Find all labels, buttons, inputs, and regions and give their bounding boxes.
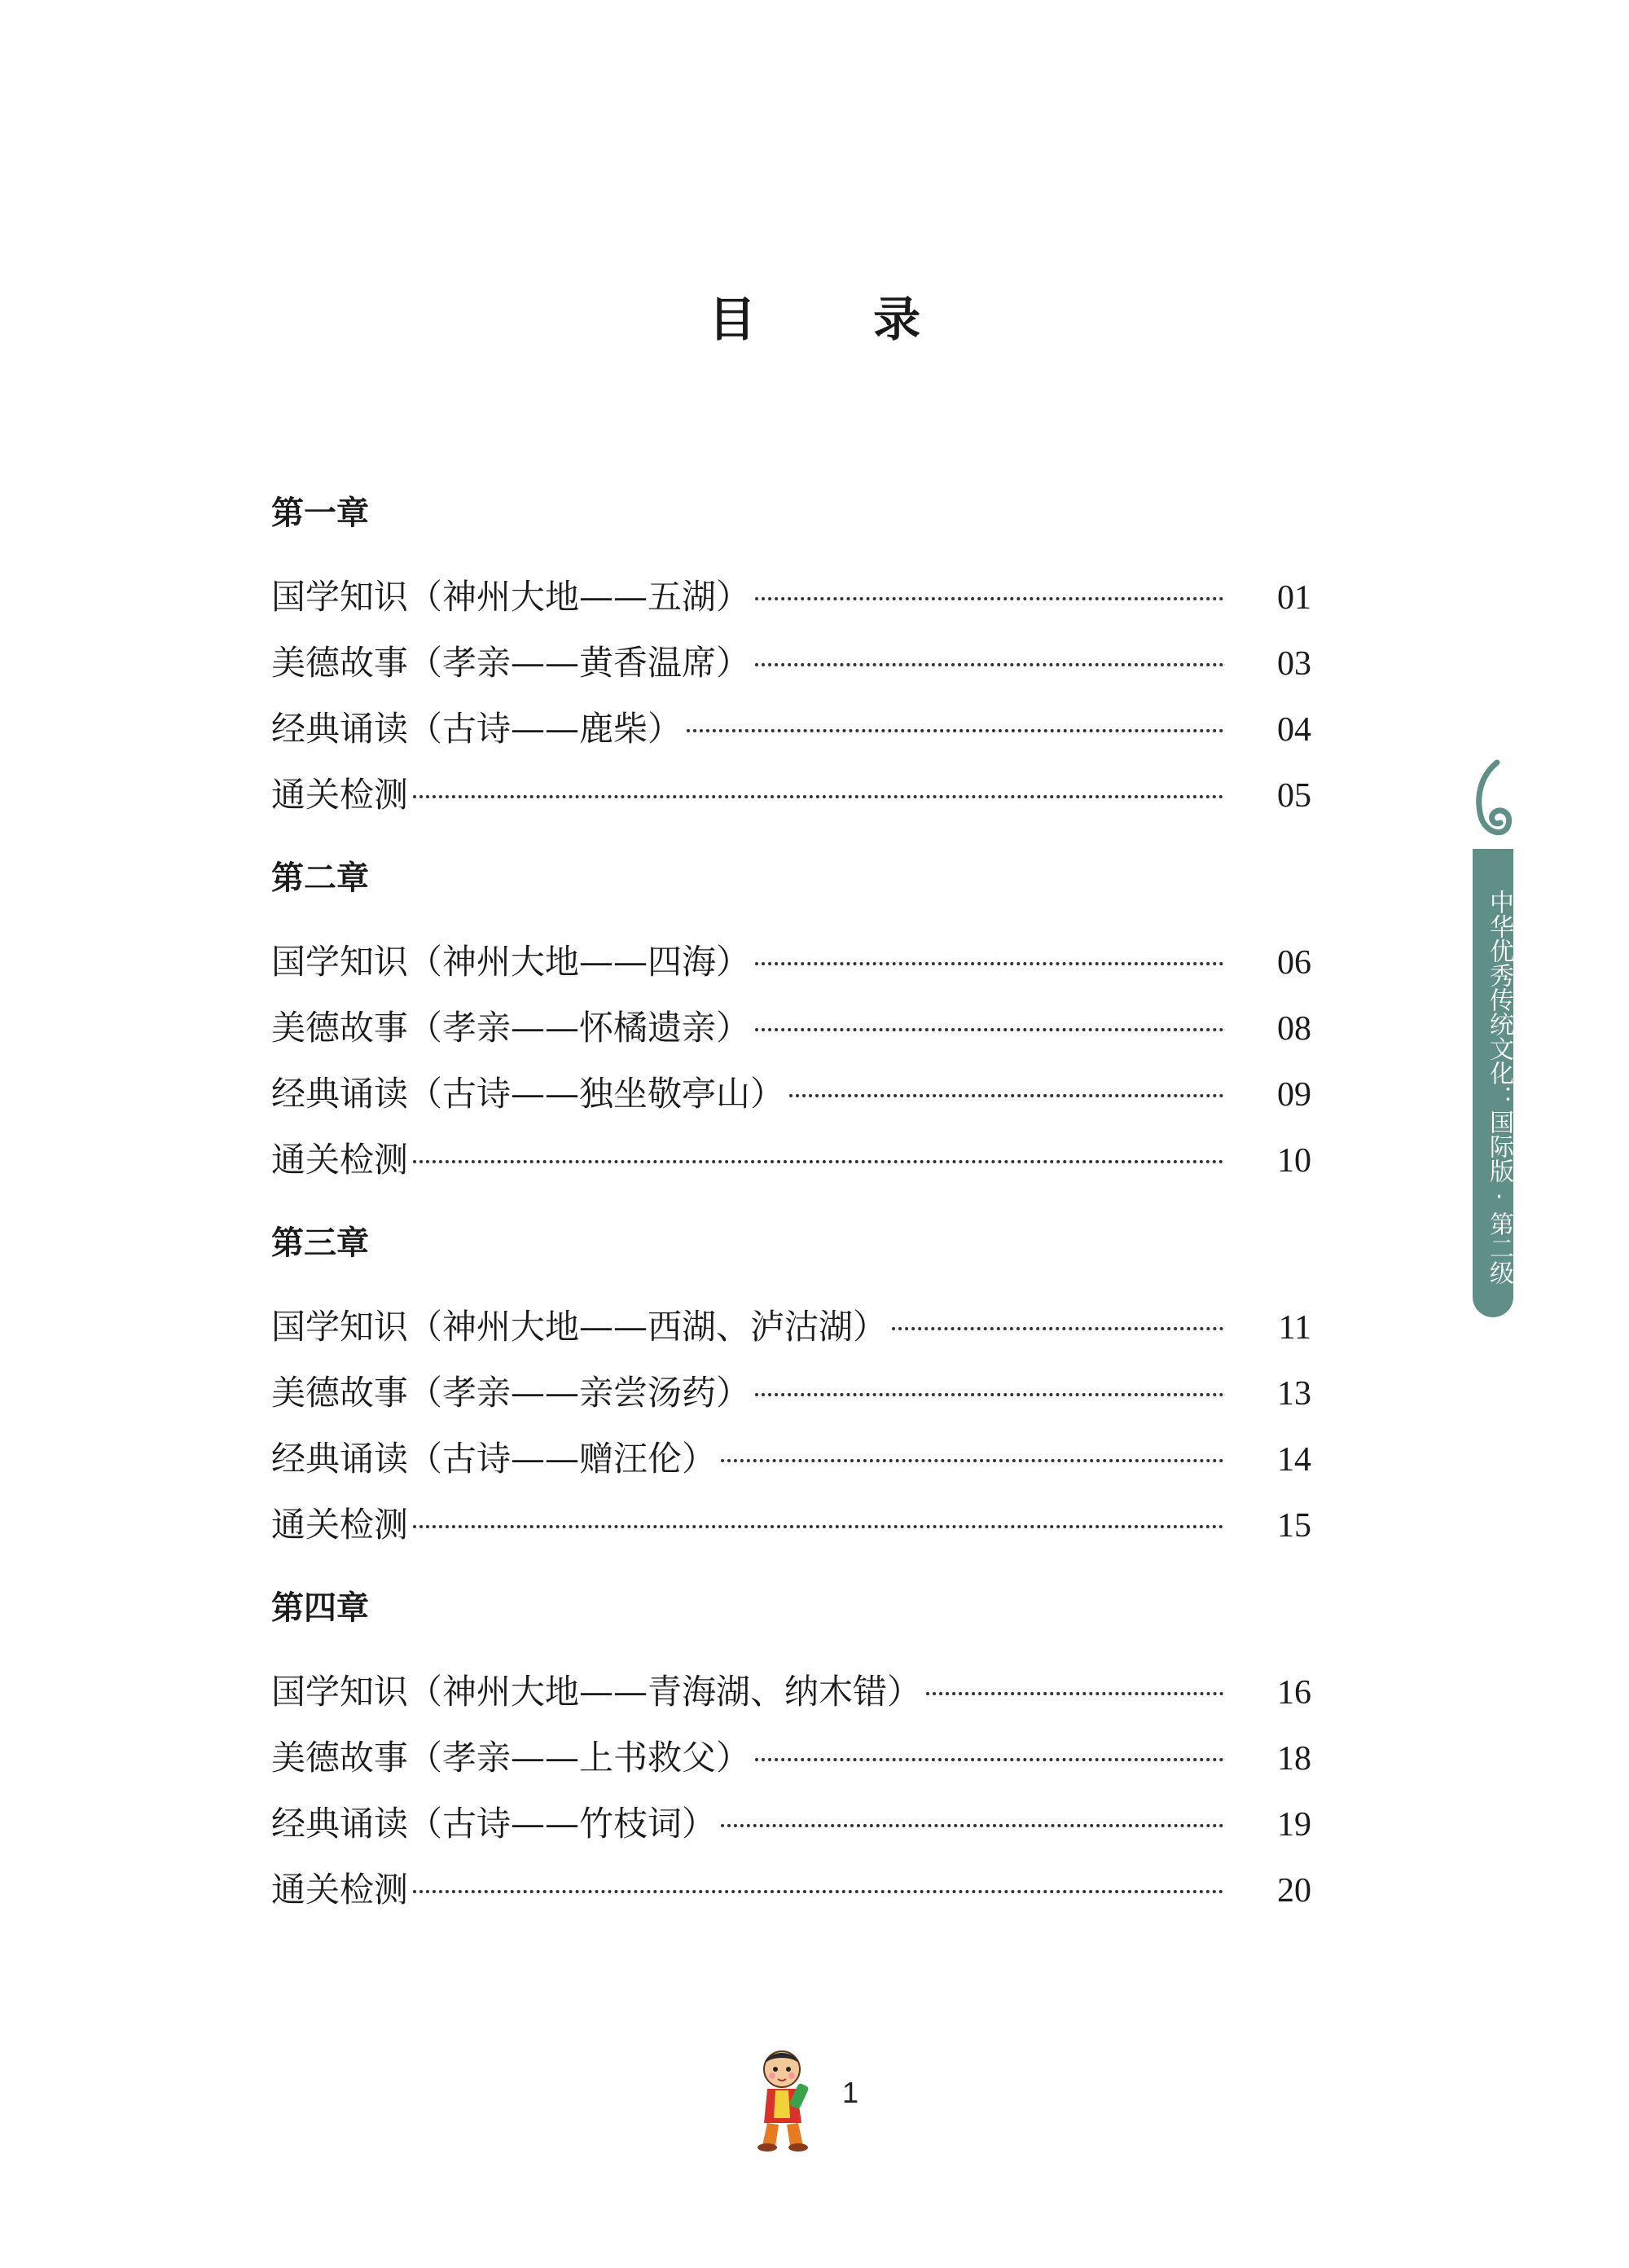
toc-entry[interactable] (271, 771, 1311, 820)
child-mascot-icon (743, 2045, 824, 2159)
dot-leader (755, 1393, 1223, 1396)
dot-leader (413, 1160, 1223, 1163)
toc-entry[interactable] (271, 1800, 1311, 1866)
toc-entry-page: 14 (1277, 1441, 1311, 1479)
toc-entry[interactable] (271, 1734, 1311, 1800)
toc-entry-page: 05 (1277, 777, 1311, 815)
toc-entry-page: 06 (1277, 944, 1311, 982)
toc-entry[interactable] (271, 1303, 1311, 1369)
toc-entry-title: 通关检测 (271, 1140, 409, 1180)
toc-entry-page: 01 (1277, 579, 1311, 617)
dot-leader (755, 663, 1223, 666)
chapter-heading: 第一章 (271, 494, 369, 532)
dot-leader (926, 1692, 1223, 1695)
dot-leader (755, 1028, 1223, 1031)
toc-entry-page: 10 (1277, 1142, 1311, 1180)
dot-leader (721, 1824, 1223, 1827)
toc-entry-page: 15 (1277, 1507, 1311, 1545)
toc-entry-title: 经典诵读（古诗——竹枝词） (271, 1804, 717, 1844)
chapter-section (271, 854, 1311, 1185)
toc-entry[interactable] (271, 1866, 1311, 1914)
chapter-heading: 第四章 (271, 1589, 369, 1627)
toc-entry-page: 08 (1277, 1010, 1311, 1048)
chapter-heading: 第二章 (271, 859, 369, 897)
toc-entry-title: 经典诵读（古诗——鹿柴） (271, 709, 683, 749)
chapter-section (271, 1219, 1311, 1549)
toc-entry[interactable] (271, 1501, 1311, 1549)
toc-entry[interactable] (271, 1668, 1311, 1734)
dot-leader (413, 1890, 1223, 1893)
toc-entry[interactable] (271, 938, 1311, 1004)
swirl-ornament-icon (1473, 759, 1513, 857)
toc-entry-title: 通关检测 (271, 1505, 409, 1545)
table-of-contents (271, 489, 1311, 1949)
toc-entry-title: 国学知识（神州大地——青海湖、纳木错） (271, 1672, 922, 1712)
toc-entry[interactable] (271, 1136, 1311, 1185)
toc-entry-title: 美德故事（孝亲——黄香温席） (271, 643, 751, 683)
toc-entry-page: 20 (1277, 1872, 1311, 1910)
dot-leader (789, 1094, 1223, 1097)
toc-entry-page: 19 (1277, 1806, 1311, 1844)
chapter-section (271, 489, 1311, 820)
dot-leader (755, 597, 1223, 600)
dot-leader (892, 1327, 1223, 1330)
dot-leader (413, 1525, 1223, 1528)
toc-entry-title: 国学知识（神州大地——五湖） (271, 577, 751, 617)
page-number: 1 (842, 2076, 859, 2109)
page-title: 目 录 (708, 292, 972, 347)
side-tab (1473, 759, 1513, 1378)
toc-entry[interactable] (271, 639, 1311, 705)
dot-leader (721, 1459, 1223, 1462)
toc-entry-title: 通关检测 (271, 1870, 409, 1910)
toc-entry-title: 经典诵读（古诗——独坐敬亭山） (271, 1074, 785, 1114)
toc-entry-title: 经典诵读（古诗——赠汪伦） (271, 1439, 717, 1479)
dot-leader (755, 1758, 1223, 1761)
toc-entry-page: 09 (1277, 1076, 1311, 1114)
toc-entry[interactable] (271, 1070, 1311, 1136)
book-series-title: 中华优秀传统文化：国际版·第二级 (1485, 889, 1513, 1285)
toc-entry-page: 11 (1278, 1309, 1311, 1347)
chapter-section (271, 1584, 1311, 1914)
dot-leader (755, 962, 1223, 965)
toc-entry-page: 04 (1277, 711, 1311, 749)
chapter-heading: 第三章 (271, 1224, 369, 1262)
toc-entry-title: 国学知识（神州大地——四海） (271, 942, 751, 982)
toc-entry-title: 美德故事（孝亲——怀橘遗亲） (271, 1008, 751, 1048)
toc-entry[interactable] (271, 1004, 1311, 1070)
toc-entry-page: 03 (1277, 645, 1311, 683)
toc-entry[interactable] (271, 705, 1311, 771)
toc-entry-page: 18 (1277, 1740, 1311, 1778)
toc-entry-page: 16 (1277, 1674, 1311, 1712)
toc-entry-title: 美德故事（孝亲——上书救父） (271, 1738, 751, 1778)
toc-entry-title: 国学知识（神州大地——西湖、泸沽湖） (271, 1307, 888, 1347)
toc-entry[interactable] (271, 573, 1311, 639)
toc-entry-title: 通关检测 (271, 775, 409, 815)
toc-entry-page: 13 (1277, 1375, 1311, 1413)
dot-leader (413, 795, 1223, 798)
dot-leader (687, 729, 1223, 732)
toc-entry-title: 美德故事（孝亲——亲尝汤药） (271, 1373, 751, 1413)
toc-entry[interactable] (271, 1435, 1311, 1501)
toc-entry[interactable] (271, 1369, 1311, 1435)
